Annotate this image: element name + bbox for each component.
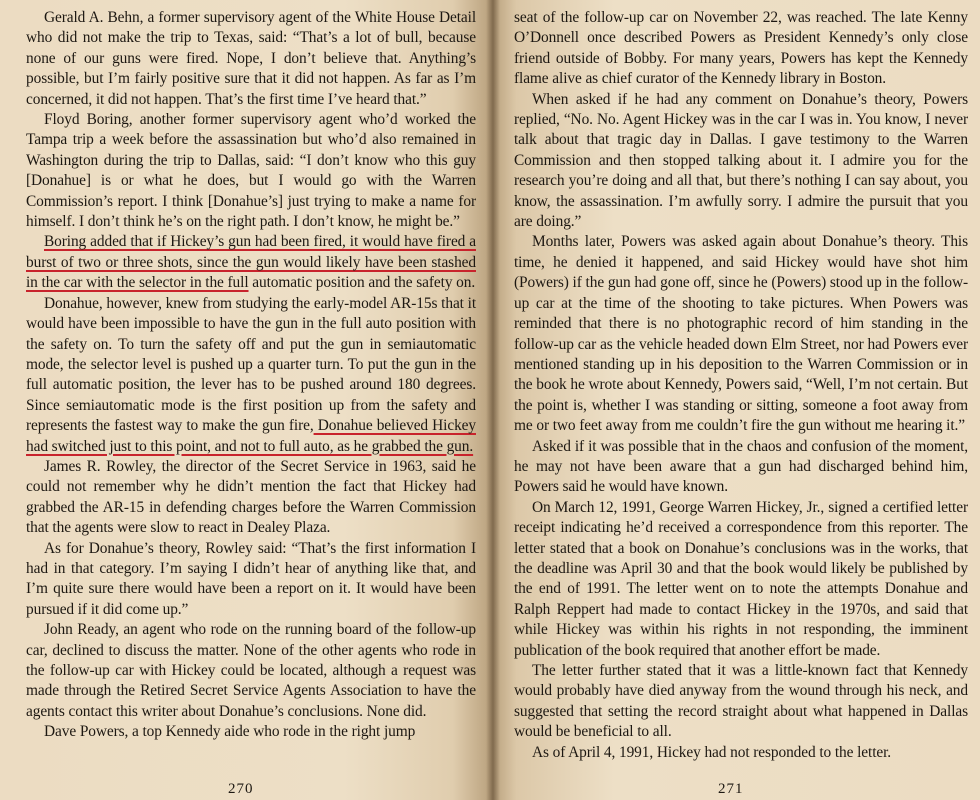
paragraph: Gerald A. Behn, a former supervisory agent of the White House Detail who did not make the trip to Texas, said: “That’s a lot of bull, because none of our guns were fired. Nope, I don’t believe that. Anything’s possible, but I’m fairly positive sure that it did not happen. As far as I’m concerned, it did not happen. That’s the first time I’ve heard that.” (26, 9, 476, 108)
paragraph: On March 12, 1991, George Warren Hickey, Jr., signed a certified letter receipt indicating he’d received a correspondence from this reporter. The letter stated that a book on Donahue’s conclusions was in the works, that the deadline was April 30 and that the book would likely be published by the end of 1991. The letter went on to note the attempts Donahue and Ralph Reppert had made to contact Hickey in the 1970s, and said that while Hickey was within his rights in not responding, the imminent publication of the book required that another effort be made. (514, 498, 968, 659)
paragraph: Floyd Boring, another former supervisory agent who’d worked the Tampa trip a week before the assassination but who’d also remained in Washington during the trip to Dallas, said: “I don’t know who this guy [Donahue] is or what he does, but I would go with the Warren Commission’s report. I think [Donahue’s] just trying to make a name for himself. I don’t think he’s on the right path. I don’t know, he might be.” (26, 111, 476, 231)
paragraph: John Ready, an agent who rode on the running board of the follow-up car, declined to discuss the matter. None of the other agents who rode in the follow-up car with Hickey could be located, although a request was made through the Retired Secret Service Agents Association to have the agents contact this writer about Donahue’s conclusions. None did. (26, 621, 476, 720)
paragraph (26, 294, 476, 457)
paragraph: Dave Powers, a top Kennedy aide who rode in the right jump (44, 723, 416, 741)
paragraph: When asked if he had any comment on Donahue’s theory, Powers replied, “No. No. Agent Hickey was in the car I was in. You know, I never talk about that tragic day in Dallas. I gave testimony to the Warren Commission and then stopped talking about it. I admire you for the research you’re doing and all that, but there’s nothing I can say about, you know, the assassination. I’m awfully sorry. I admire the pursuit that you are doing.” (514, 90, 968, 231)
paragraph: As of April 4, 1991, Hickey had not responded to the letter. (532, 743, 892, 761)
highlighted-passage: Boring added that if Hickey’s gun had been fired, it would have fired a burst of two or three shots, since the gun would likely have been stashed in the car with the selector in the full (26, 233, 476, 292)
paragraph: Months later, Powers was asked again about Donahue’s theory. This time, he denied it happened, and said Hickey would have shot him (Powers) if the gun had gone off, since he (Powers) stood up in the follow-up car at the time of the shooting to take pictures. When Powers was reminded that there is no photographic record of him standing in the follow-up car as the vehicle headed down Elm Street, nor had Powers ever mentioned standing up in his deposition to the Warren Commission or in the book he wrote about Kennedy, Powers said, “Well, I’m not certain. But the point is, whether I was standing or sitting, someone a foot away from me or two feet away from me couldn’t fire the gun without me hearing it.” (514, 233, 968, 435)
paragraph: James R. Rowley, the director of the Secret Service in 1963, said he could not remember why he didn’t mention the fact that Hickey had grabbed the AR-15 in defending charges before the Warren Commission that the agents were slow to react in Dealey Plaza. (26, 457, 476, 537)
paragraph: Asked if it was possible that in the chaos and confusion of the moment, he may not have been aware that a gun had discharged behind him, Powers said he would have known. (514, 437, 968, 496)
paragraph: As for Donahue’s theory, Rowley said: “That’s the first information I had in that category. I’m saying I didn’t hear of anything like that, and I’m quite sure there would have been a report on it. It would have been pursued if it did come up.” (26, 539, 476, 618)
paragraph: seat of the follow-up car on November 22, was reached. The late Kenny O’Donnell once described Powers as President Kennedy’s only close friend outside of Bobby. For many years, Powers has kept the Kennedy flame alive as chief curator of the Kennedy library in Boston. (514, 9, 968, 88)
paragraph-text: Donahue, however, knew from studying the early-model AR-15s that it would have been impossible to have the gun in the full auto position with the safety on. To turn the safety off and put the gun in semiautomatic mode, the selector level is pushed up a quarter turn. To put the gun in the full automatic position, the lever has to be pushed around 180 degrees. Since semiautomatic mode is the first position up from the safety and represents the fastest way to make the gun fire, (26, 294, 476, 435)
right-page (492, 0, 980, 800)
paragraph: The letter further stated that it was a little-known fact that Kennedy would probably have died anyway from the wound through his neck, and suggested that setting the record straight about what happened in Dallas would be beneficial to all. (514, 662, 968, 741)
page-number: 271 (718, 781, 744, 797)
paragraph (26, 232, 476, 293)
page-number: 270 (228, 781, 254, 797)
paragraph-text: automatic position and the safety on. (248, 274, 476, 292)
highlighted-passage: Donahue believed Hickey had switched just to this point, and not to full auto, as he grabbed the gun. (26, 417, 476, 455)
